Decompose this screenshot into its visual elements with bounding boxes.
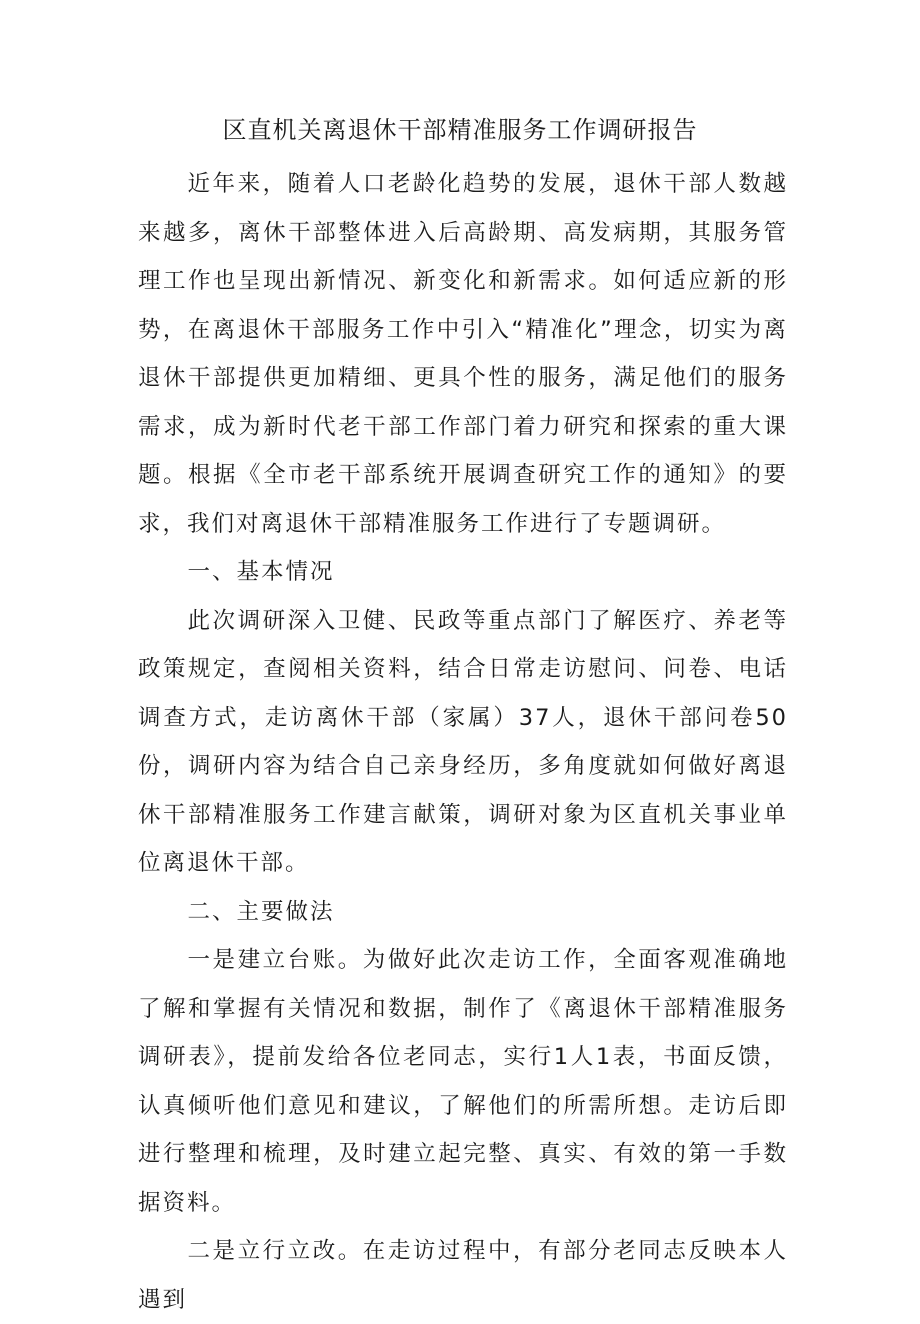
section-heading-main-practices: 二、主要做法 — [187, 898, 335, 925]
document-title: 区直机关离退休干部精准服务工作调研报告 — [222, 116, 698, 144]
basic-situation-paragraph: 此次调研深入卫健、民政等重点部门了解医疗、养老等政策规定，查阅相关资料，结合日常走访慰问、问卷、电话调查方式，走访离休干部（家属）37人，退休干部问卷50份，调研内容为结合自己亲身经历，多角度就如何做好离退休干部精准服务工作建言献策，调研对象为区直机关事业单位离退休干部。 — [138, 607, 788, 876]
section-heading-basic-situation: 一、基本情况 — [187, 559, 335, 585]
practice-rectify-paragraph: 二是立行立改。在走访过程中，有部分老同志反映本人遇到 — [138, 1238, 788, 1313]
intro-paragraph: 近年来，随着人口老龄化趋势的发展，退休干部人数越来越多，离休干部整体进入后高龄期、高发病期，其服务管理工作也呈现出新情况、新变化和新需求。如何适应新的形势，在离退休干部服务工作中引入“精准化”理念，切实为离退休干部提供更加精细、更具个性的服务，满足他们的服务需求，成为新时代老干部工作部门着力研究和探索的重大课题。根据《全市老干部系统开展调查研究工作的通知》的要求，我们对离退休干部精准服务工作进行了专题调研。 — [138, 171, 788, 537]
document-body — [138, 160, 788, 1324]
practice-ledger-paragraph: 一是建立台账。为做好此次走访工作，全面客观准确地了解和掌握有关情况和数据，制作了《离退休干部精准服务调研表》，提前发给各位老同志，实行1人1表，书面反馈，认真倾听他们意见和建议，了解他们的所需所想。走访后即进行整理和梳理，及时建立起完整、真实、有效的第一手数据资料。 — [138, 947, 788, 1216]
